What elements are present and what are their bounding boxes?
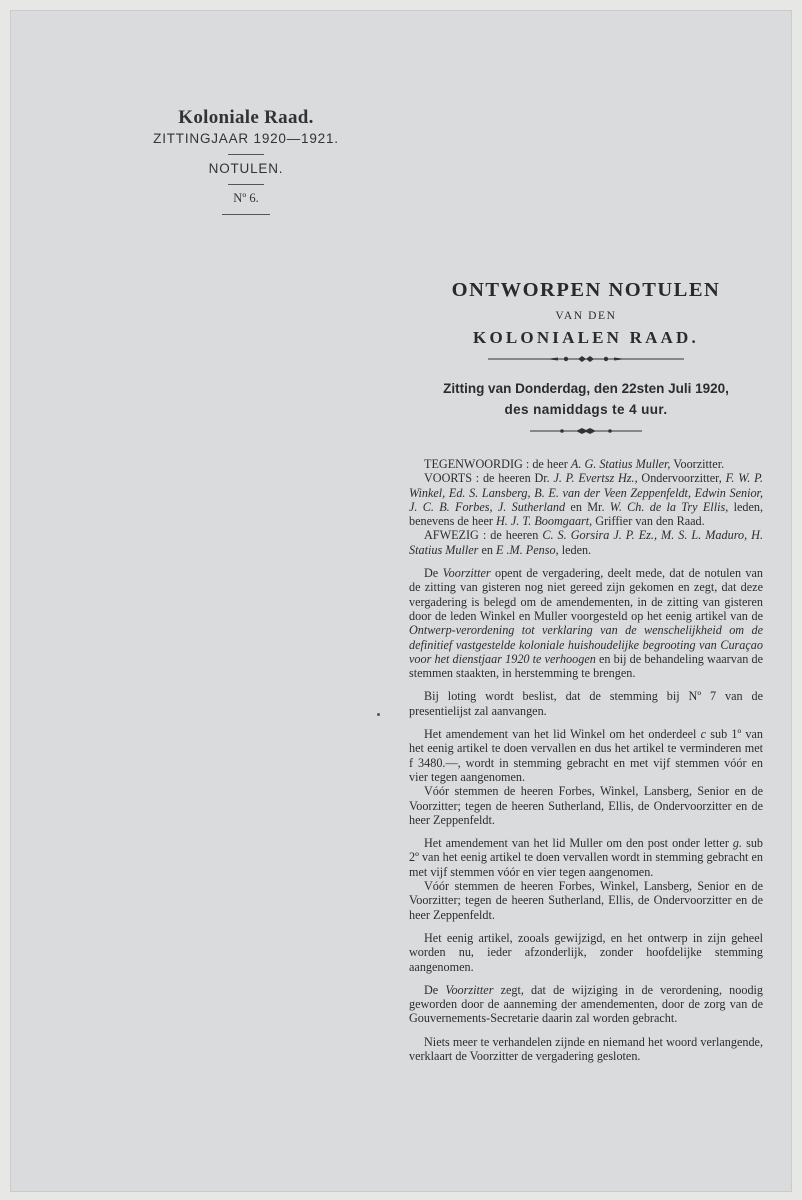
paragraph-amendment-processing: De Voorzitter zegt, dat de wijziging in de verordening, noodig geworden door de aanneming der amendementen, door de zorg van de Gouvernements-Secretarie daarin zal worden gebracht. (409, 982, 764, 1026)
doc-title: ONTWORPEN NOTULEN (451, 279, 721, 301)
masthead-rule (222, 214, 270, 215)
paragraph-amendment-winkel: Het amendement van het lid Winkel om het onderdeel c sub 1º van het eenig artikel te doen vervallen en dus het artikel te verminderen met f 3480.—, wordt in stemming gebracht en met vijf stemmen vóór en vier tegen aangenomen. (409, 727, 764, 784)
paragraph-adoption: Het eenig artikel, zooals gewijzigd, en het ontwerp in zijn geheel worden nu, ieder afzonderlijk, zonder hoofdelijke stemming aangenomen. (409, 930, 763, 974)
minutes-body (409, 457, 763, 1072)
sitting-info (416, 378, 756, 420)
small-ornament-icon (526, 426, 646, 436)
council-name: Koloniale Raad. (178, 107, 314, 128)
masthead-rule (228, 184, 264, 185)
ornament-divider-icon (486, 354, 686, 364)
sitting-time: des namiddags te 4 uur. (504, 402, 668, 417)
section-label: NOTULEN. (208, 161, 284, 176)
title-block (416, 279, 756, 436)
doc-subtitle: VAN DEN (555, 310, 617, 322)
present-line: TEGENWOORDIG : de heer A. G. Statius Muller, Voorzitter. (424, 457, 725, 471)
document-page (10, 10, 792, 1192)
paragraph-closing: Niets meer te verhandelen zijnde en niemand het woord verlangende, verklaart de Voorzitter de vergadering gesloten. (409, 1034, 763, 1063)
also-present-line: VOORTS : de heeren Dr. J. P. Evertsz Hz., Ondervoorzitter, F. W. P. Winkel, Ed. S. Lansberg, B. E. van der Veen Zeppenfeldt, Edwin Senior, J. C. B. Forbes, J. Sutherland en Mr. W. Ch. de la Try Ellis, leden, benevens de heer H. J. T. Boomgaart, Griffier van den Raad. (409, 471, 764, 529)
issue-number: Nº 6. (233, 191, 259, 205)
paragraph-opening: De Voorzitter opent de vergadering, deelt mede, dat de notulen van de zitting van gisteren nog niet gereed zijn gekomen en zegt, dat deze vergadering is belegd om de amendementen, in de zitting van gisteren door de leden Winkel en Muller voorgesteld op het eenig artikel van de Ontwerp-verordening tot verklaring van de wenschelijkheid om de definitief vastgestelde koloniale huishoudelijke begrooting van Curaçao voor het dienstjaar 1920 te verhoogen en bij de behandeling waarvan de stemmen staakten, in herstemming te brengen. (409, 566, 763, 681)
sitting-date: Zitting van Donderdag, den 22sten Juli 1920, (443, 381, 729, 396)
session-year: ZITTINGJAAR 1920—1921. (153, 131, 339, 146)
paragraph-amendment-muller: Het amendement van het lid Muller om den post onder letter g. sub 2º van het eenig artikel te doen vervallen wordt in stemming gebracht en met vijf stemmen vóór en vier tegen aangenomen. (409, 836, 764, 879)
paragraph-votes-muller: Vóór stemmen de heeren Forbes, Winkel, Lansberg, Senior en de Voorzitter; tegen de heeren Sutherland, Ellis, de Ondervoorzitter en de heer Zeppenfeldt. (409, 879, 763, 922)
masthead (141, 107, 351, 215)
paper-speck (377, 713, 380, 716)
council-title: KOLONIALEN RAAD. (473, 328, 699, 347)
masthead-rule (228, 154, 264, 155)
paragraph-lottery: Bij loting wordt beslist, dat de stemming bij Nº 7 van de presentielijst zal aanvangen. (409, 689, 763, 718)
absent-line: AFWEZIG : de heeren C. S. Gorsira J. P. Ez., M. S. L. Maduro, H. Statius Muller en E .M. Penso, leden. (409, 528, 764, 557)
paragraph-votes-winkel: Vóór stemmen de heeren Forbes, Winkel, Lansberg, Senior en de Voorzitter; tegen de heeren Sutherland, Ellis, de Ondervoorzitter en de heer Zeppenfeldt. (409, 784, 763, 827)
